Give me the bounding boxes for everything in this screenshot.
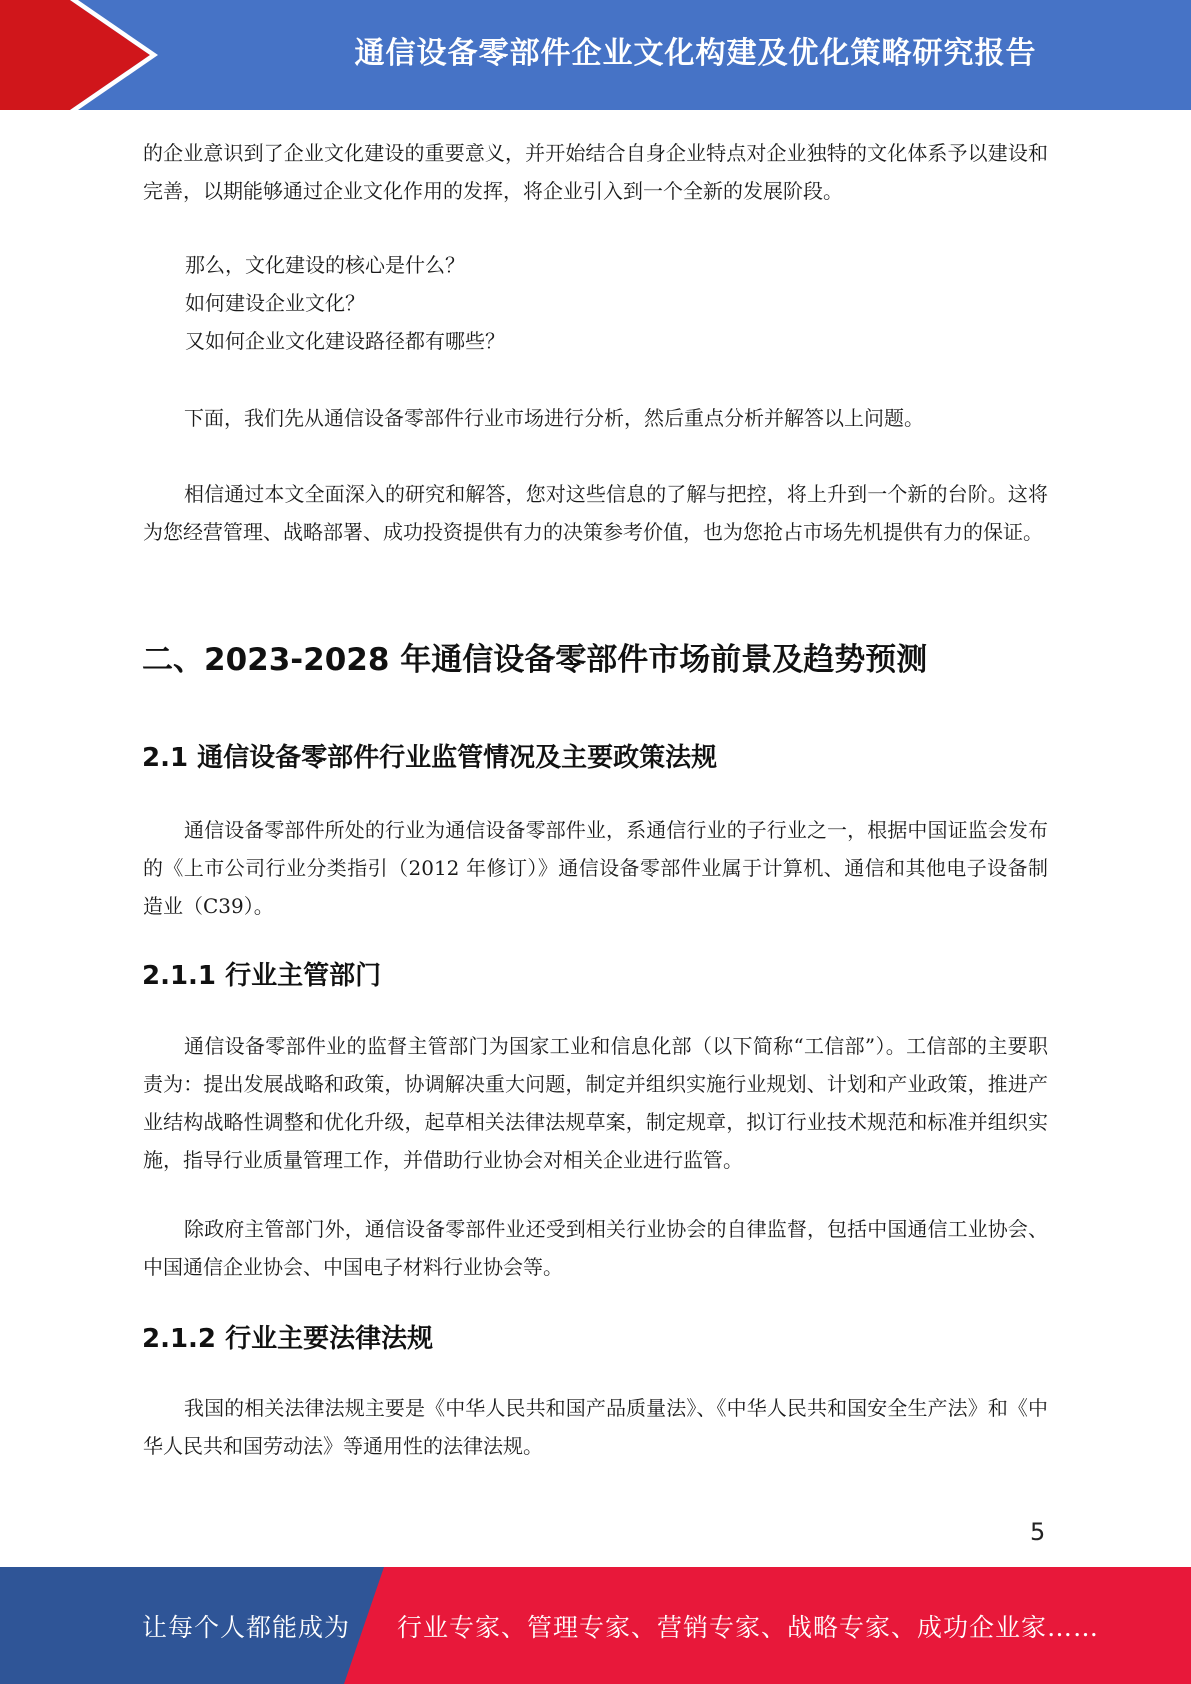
footer-slogan-right: 行业专家、管理专家、营销专家、战略专家、成功企业家…… xyxy=(397,1612,1100,1642)
section-heading-2-1: 2.1 通信设备零部件行业监管情况及主要政策法规 xyxy=(142,743,718,773)
page-number: 5 xyxy=(1030,1518,1046,1546)
report-title: 通信设备零部件企业文化构建及优化策略研究报告 xyxy=(354,36,1037,71)
header-chevron-decoration xyxy=(0,0,160,110)
section-heading-2-1-1: 2.1.1 行业主管部门 xyxy=(142,961,382,991)
question-line-2: 如何建设企业文化？ xyxy=(185,291,365,315)
section-2-1-paragraph: 通信设备零部件所处的行业为通信设备零部件业，系通信行业的子行业之一，根据中国证监会发布的《上市公司行业分类指引（2012 年修订）》通信设备零部件业属于计算机、通信和其他电子设备制造业（C39）。 xyxy=(143,818,1048,918)
question-line-3: 又如何企业文化建设路径都有哪些？ xyxy=(185,329,505,353)
intro-paragraph-3: 相信通过本文全面深入的研究和解答，您对这些信息的了解与把控，将上升到一个新的台阶。这将为您经营管理、战略部署、成功投资提供有力的决策参考价值，也为您抢占市场先机提供有力的保证。 xyxy=(143,482,1048,544)
intro-paragraph-1: 的企业意识到了企业文化建设的重要意义，并开始结合自身企业特点对企业独特的文化体系予以建设和完善，以期能够通过企业文化作用的发挥，将企业引入到一个全新的发展阶段。 xyxy=(143,141,1048,203)
question-line-1: 那么，文化建设的核心是什么？ xyxy=(185,253,465,277)
intro-paragraph-2: 下面，我们先从通信设备零部件行业市场进行分析，然后重点分析并解答以上问题。 xyxy=(184,406,924,430)
section-2-1-2-paragraph: 我国的相关法律法规主要是《中华人民共和国产品质量法》、《中华人民共和国安全生产法》和《中华人民共和国劳动法》等通用性的法律法规。 xyxy=(143,1396,1048,1458)
section-heading-2-1-2: 2.1.2 行业主要法律法规 xyxy=(142,1324,434,1354)
header-banner xyxy=(0,0,1191,110)
footer-slogan-left: 让每个人都能成为 xyxy=(142,1612,351,1642)
section-2-1-1-paragraph-2: 除政府主管部门外，通信设备零部件业还受到相关行业协会的自律监督，包括中国通信工业协会、中国通信企业协会、中国电子材料行业协会等。 xyxy=(143,1217,1048,1279)
section-2-1-1-paragraph-1: 通信设备零部件业的监督主管部门为国家工业和信息化部（以下简称“工信部”）。工信部的主要职责为：提出发展战略和政策，协调解决重大问题，制定并组织实施行业规划、计划和产业政策，推进产业结构战略性调整和优化升级，起草相关法律法规草案，制定规章，拟订行业技术规范和标准并组织实施，指导行业质量管理工作，并借助行业协会对相关企业进行监管。 xyxy=(143,1034,1048,1172)
footer-banner xyxy=(0,1567,1191,1684)
section-heading-2: 二、2023-2028 年通信设备零部件市场前景及趋势预测 xyxy=(142,642,928,678)
